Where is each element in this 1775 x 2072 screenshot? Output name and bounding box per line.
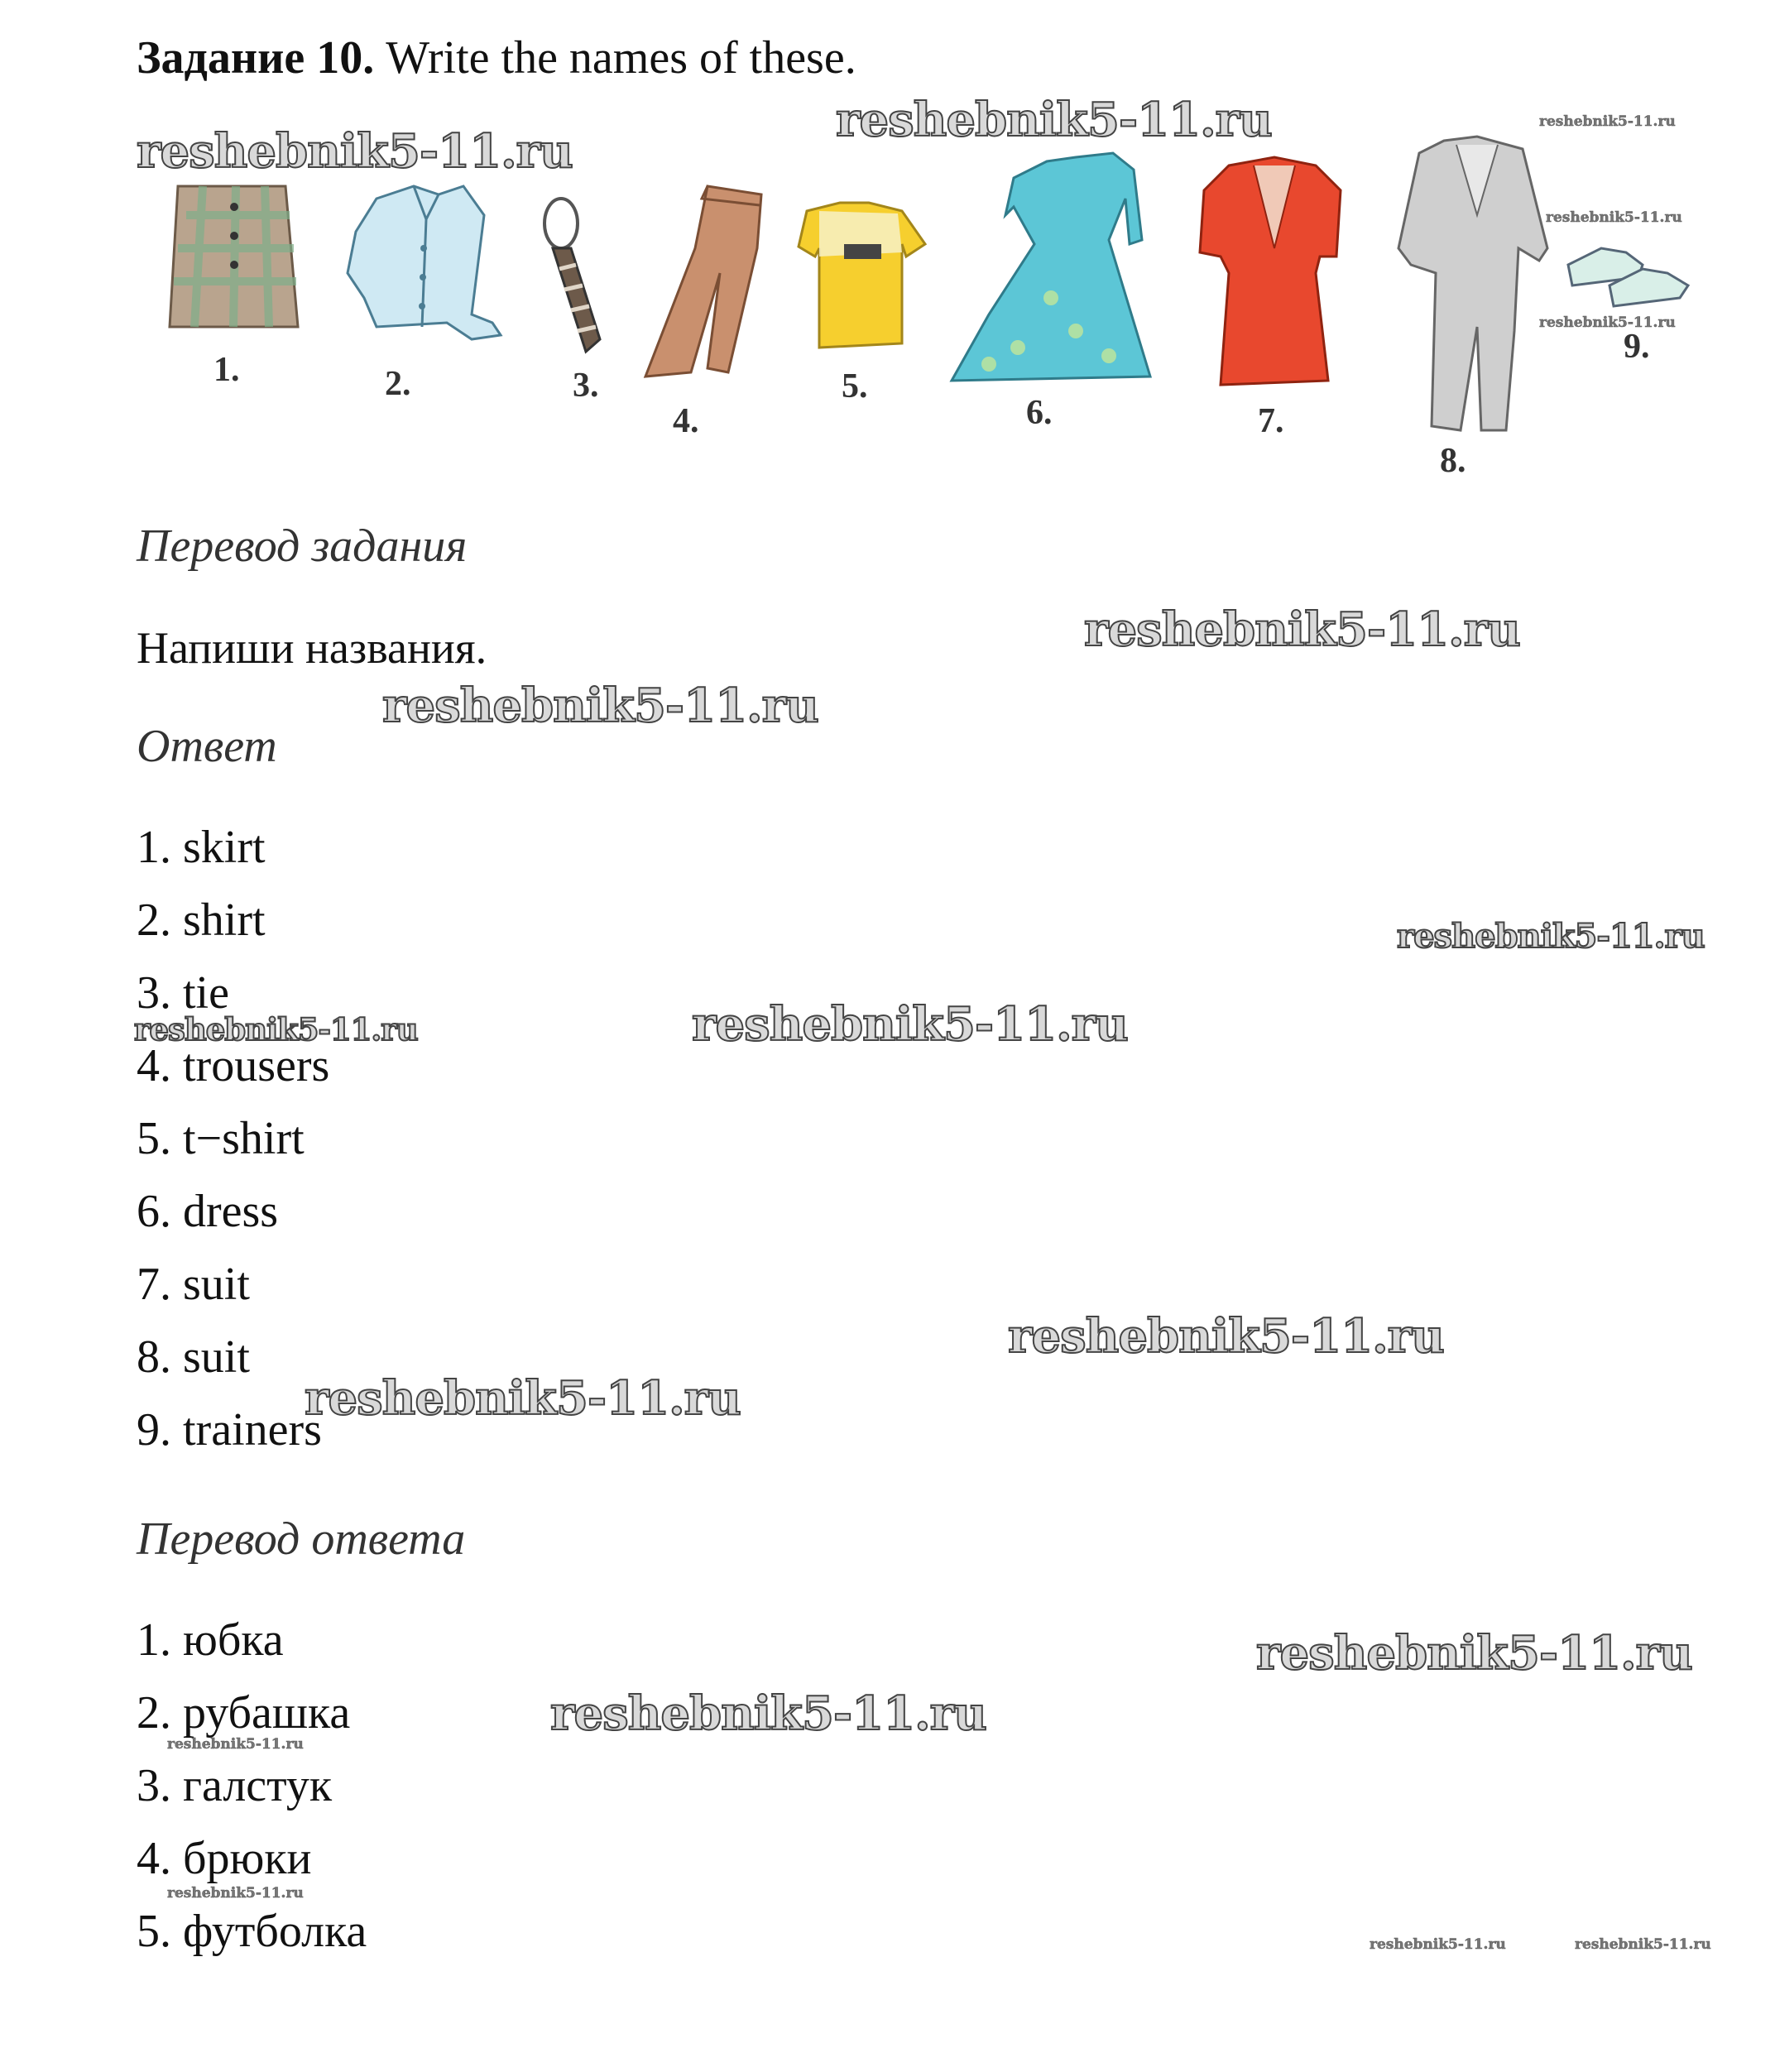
answer-item: 5. t−shirt bbox=[137, 1113, 305, 1164]
figure-number-3: 3. bbox=[573, 367, 599, 405]
answer-translation-heading: Перевод ответа bbox=[137, 1513, 466, 1565]
answer-item: 7. suit bbox=[137, 1259, 250, 1310]
answer-item: 8. suit bbox=[137, 1331, 250, 1383]
watermark: reshebnik5-11.ru bbox=[137, 124, 573, 179]
watermark: reshebnik5-11.ru bbox=[382, 679, 818, 733]
answer-item: 1. skirt bbox=[137, 822, 266, 873]
figure-number-5: 5. bbox=[842, 367, 868, 405]
figure-number-2: 2. bbox=[385, 365, 411, 403]
red-suit-picture bbox=[1200, 157, 1341, 385]
answer-translation-item: 1. юбка bbox=[137, 1614, 284, 1666]
skirt-picture bbox=[170, 186, 298, 327]
trousers-picture bbox=[645, 186, 761, 377]
answer-item: 4. trousers bbox=[137, 1040, 330, 1091]
figure-number-9: 9. bbox=[1624, 328, 1650, 366]
watermark: reshebnik5-11.ru bbox=[550, 1686, 986, 1741]
answer-translation-item: 4. брюки bbox=[137, 1833, 312, 1884]
watermark: reshebnik5-11.ru bbox=[167, 1885, 304, 1902]
translation-heading: Перевод задания bbox=[137, 520, 468, 572]
answer-translation-item: 5. футболка bbox=[137, 1906, 367, 1957]
watermark: reshebnik5-11.ru bbox=[1084, 602, 1520, 657]
answer-translation-item: 3. галстук bbox=[137, 1760, 333, 1811]
watermark: reshebnik5-11.ru bbox=[1256, 1626, 1692, 1681]
figure-number-7: 7. bbox=[1258, 402, 1284, 440]
trainers-picture bbox=[1568, 248, 1688, 306]
answer-item: 9. trainers bbox=[137, 1404, 322, 1456]
watermark: reshebnik5-11.ru bbox=[1546, 209, 1682, 226]
watermark: reshebnik5-11.ru bbox=[1370, 1936, 1506, 1953]
watermark: reshebnik5-11.ru bbox=[305, 1371, 741, 1426]
translation-text: Напиши названия. bbox=[137, 623, 487, 673]
figure-number-6: 6. bbox=[1026, 394, 1053, 432]
task-instruction: Write the names of these. bbox=[386, 32, 856, 84]
watermark: reshebnik5-11.ru bbox=[1008, 1309, 1444, 1364]
answer-item: 3. tie bbox=[137, 967, 229, 1019]
watermark: reshebnik5-11.ru bbox=[1539, 113, 1676, 130]
figure-number-1: 1. bbox=[213, 351, 240, 389]
grey-suit-picture bbox=[1398, 137, 1547, 430]
figure-number-8: 8. bbox=[1440, 442, 1466, 480]
watermark: reshebnik5-11.ru bbox=[1575, 1936, 1711, 1953]
task-label: Задание 10. bbox=[137, 32, 375, 84]
dress-picture bbox=[952, 153, 1150, 381]
tshirt-picture bbox=[799, 203, 925, 348]
tie-picture bbox=[544, 199, 600, 352]
watermark: reshebnik5-11.ru bbox=[836, 93, 1272, 147]
figure-number-4: 4. bbox=[673, 402, 699, 440]
answer-heading: Ответ bbox=[137, 721, 277, 772]
answer-translation-item: 2. рубашка bbox=[137, 1687, 351, 1739]
answer-item: 6. dress bbox=[137, 1186, 279, 1237]
clothing-illustration bbox=[0, 0, 1775, 496]
watermark: reshebnik5-11.ru bbox=[167, 1736, 304, 1753]
answer-item: 2. shirt bbox=[137, 895, 266, 946]
shirt-picture bbox=[348, 186, 501, 339]
watermark: reshebnik5-11.ru bbox=[692, 997, 1128, 1052]
watermark: reshebnik5-11.ru bbox=[1539, 314, 1676, 331]
watermark: reshebnik5-11.ru bbox=[134, 1011, 418, 1048]
watermark: reshebnik5-11.ru bbox=[1397, 917, 1705, 956]
